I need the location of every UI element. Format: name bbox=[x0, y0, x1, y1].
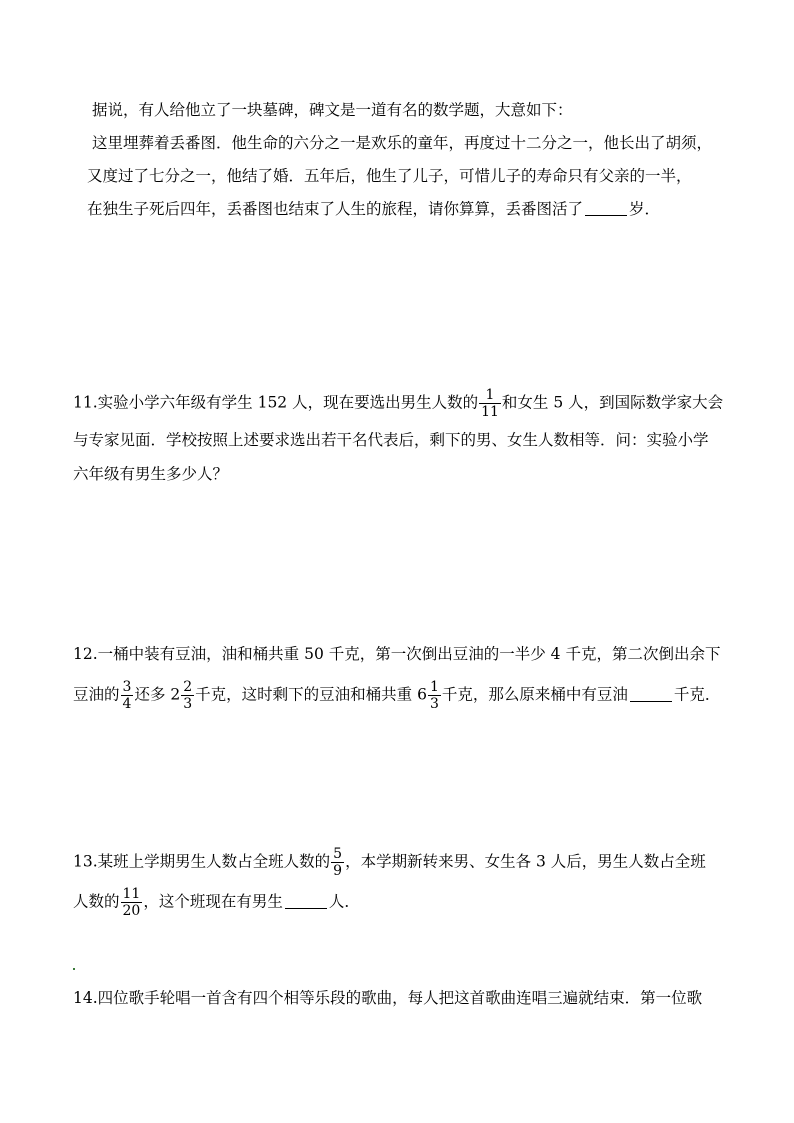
q12-line-1: 12.一桶中装有豆油，油和桶共重 50 千克，第一次倒出豆油的一半少 4 千克，第二次倒出余下 bbox=[73, 645, 721, 663]
stray-mark bbox=[73, 968, 75, 970]
intro-line-4-text: 在独生子死后四年，丢番图也结束了人生的旅程，请你算算，丢番图活了 bbox=[87, 200, 584, 218]
q12-line-2 bbox=[73, 679, 720, 712]
q12-text-d: 千克，那么原来桶中有豆油 bbox=[441, 685, 628, 704]
fraction-denominator: 3 bbox=[429, 696, 439, 712]
fraction-denominator: 20 bbox=[122, 903, 141, 919]
fraction-numerator: 1 bbox=[479, 387, 501, 404]
fraction-denominator: 3 bbox=[183, 696, 193, 712]
q12-text-a: 豆油的 bbox=[73, 685, 120, 704]
q11-line-3: 六年级有男生多少人？ bbox=[73, 465, 229, 483]
intro-line-2: 这里埋葬着丢番图．他生命的六分之一是欢乐的童年，再度过十二分之一，他长出了胡须， bbox=[92, 134, 713, 152]
q13-line-2 bbox=[73, 886, 360, 919]
q11-line-1 bbox=[73, 387, 723, 420]
q12-text-b: 还多 2 bbox=[134, 685, 181, 704]
fraction bbox=[121, 679, 134, 712]
intro-line-4 bbox=[87, 199, 660, 219]
q11-text-a: 11.实验小学六年级有学生 152 人，现在要选出男生人数的 bbox=[73, 393, 479, 412]
answer-blank[interactable] bbox=[585, 201, 627, 216]
fraction-numerator: 2 bbox=[183, 679, 193, 695]
q12-text-e: 千克． bbox=[673, 685, 721, 704]
q13-text-b2: ，这个班现在有男生 bbox=[143, 892, 283, 911]
fraction bbox=[331, 846, 344, 879]
q13-text-a: 13.某班上学期男生人数占全班人数的 bbox=[73, 852, 331, 871]
answer-blank[interactable] bbox=[285, 894, 327, 909]
fraction-denominator: 9 bbox=[333, 863, 343, 879]
fraction-numerator: 3 bbox=[122, 679, 132, 695]
q12-text-c: 千克，这时剩下的豆油和桶共重 6 bbox=[195, 685, 427, 704]
fraction bbox=[121, 886, 143, 919]
fraction-numerator: 11 bbox=[122, 886, 141, 902]
answer-blank[interactable] bbox=[630, 687, 672, 702]
q11-text-b: 和女生 5 人，到国际数学家大会 bbox=[501, 393, 724, 412]
fraction-numerator: 5 bbox=[333, 846, 343, 862]
q11-line-2: 与专家见面．学校按照上述要求选出若干名代表后，剩下的男、女生人数相等．问：实验小学 bbox=[73, 431, 709, 449]
fraction-denominator: 4 bbox=[122, 696, 132, 712]
fraction bbox=[181, 679, 194, 712]
q13-text-c2: 人． bbox=[328, 892, 360, 911]
q14-line-1: 14.四位歌手轮唱一首含有四个相等乐段的歌曲，每人把这首歌曲连唱三遍就结束．第一位歌 bbox=[73, 989, 703, 1007]
intro-line-1: 据说，有人给他立了一块墓碑，碑文是一道有名的数学题，大意如下： bbox=[92, 101, 573, 119]
intro-line-3: 又度过了七分之一，他结了婚．五年后，他生了儿子，可惜儿子的寿命只有父亲的一半， bbox=[87, 167, 692, 185]
q13-line-1 bbox=[73, 846, 706, 879]
fraction bbox=[428, 679, 441, 712]
intro-line-4-end: 岁． bbox=[629, 200, 661, 218]
fraction-numerator: 1 bbox=[429, 679, 439, 695]
fraction-denominator: 11 bbox=[481, 404, 499, 420]
fraction bbox=[479, 387, 501, 420]
q13-text-a2: 人数的 bbox=[73, 892, 120, 911]
q13-text-b: ，本学期新转来男、女生各 3 人后，男生人数占全班 bbox=[345, 852, 706, 871]
